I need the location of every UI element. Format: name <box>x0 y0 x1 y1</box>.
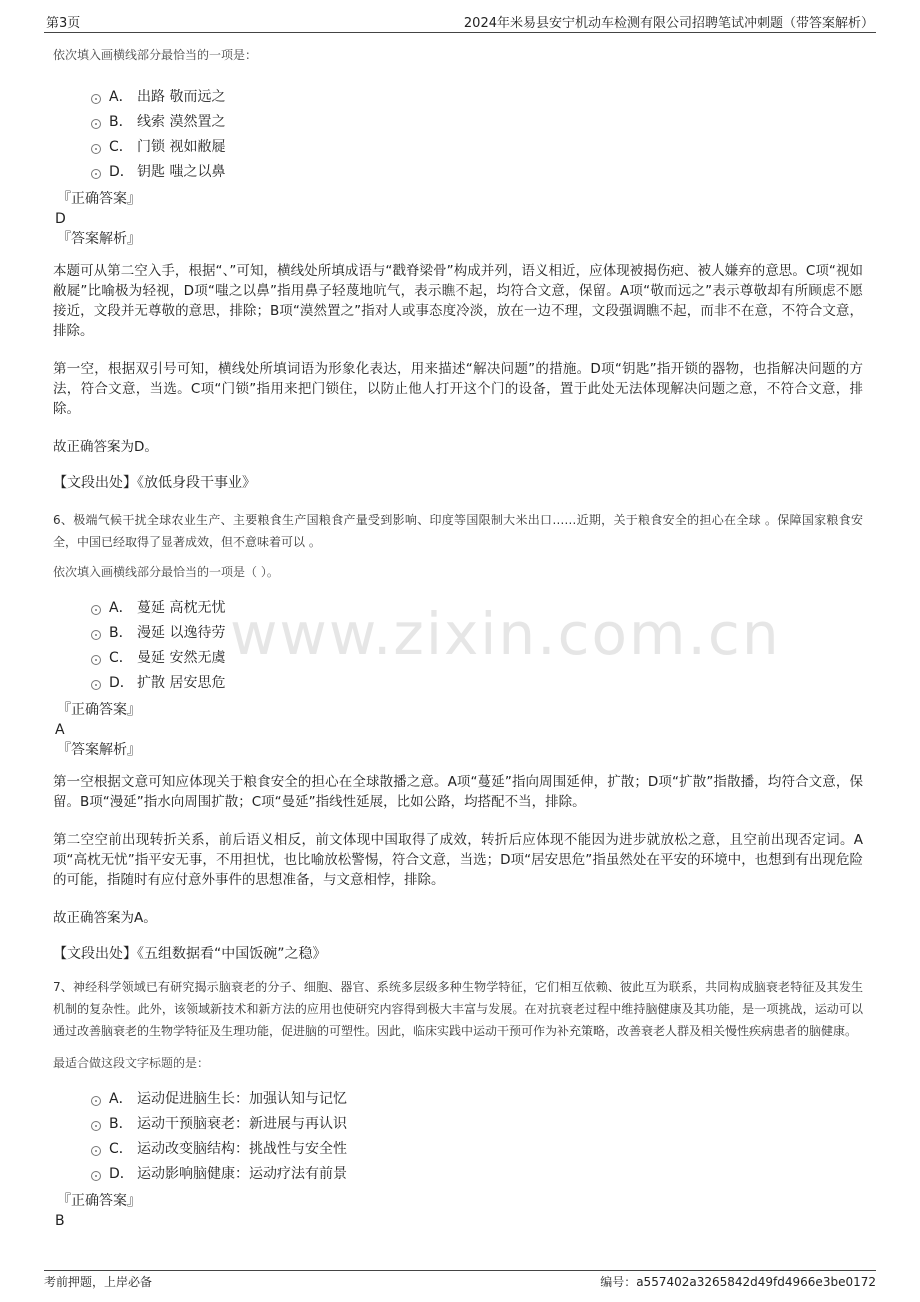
q6-option-b[interactable]: B． 漫延 以逸待劳 <box>91 621 863 646</box>
q5-answer: D <box>55 211 66 227</box>
q5-analysis-para-3: 故正确答案为D。 <box>53 439 158 455</box>
q7-prompt: 最适合做这段文字标题的是： <box>53 1056 210 1070</box>
page-number: 第3页 <box>46 16 81 31</box>
q6-option-c[interactable]: C． 曼延 安然无虞 <box>91 646 863 671</box>
radio-icon[interactable] <box>91 144 101 154</box>
q7-question-text: 7、神经科学领域已有研究揭示脑衰老的分子、细胞、器官、系统多层级多种生物学特征，它们相互依赖、彼此互为联系，共同构成脑衰老特征及其发生机制的复杂性。此外，该领域新技术和新方法的应用也使研究内容得到极大丰富与发展。在对抗衰老过程中维持脑健康及其功能，是一项挑战，运动可以通过改善脑衰老的生物学特征及生理功能，促进脑的可塑性。因此，临床实践中运动干预可作为补充策略，改善衰老人群及相关慢性疾病患者的脑健康。 <box>53 980 863 1038</box>
q7-option-b[interactable]: B． 运动干预脑衰老：新进展与再认识 <box>91 1112 863 1137</box>
q6-prompt: 依次填入画横线部分最恰当的一项是（ ）。 <box>53 565 279 579</box>
q5-answer-label: 『正确答案』 <box>57 191 141 207</box>
radio-icon[interactable] <box>91 1171 101 1181</box>
watermark-text: www.zixin.com.cn <box>230 600 781 668</box>
q7-option-d[interactable]: D． 运动影响脑健康：运动疗法有前景 <box>91 1162 863 1187</box>
radio-icon[interactable] <box>91 119 101 129</box>
q5-source: 【文段出处】《放低身段干事业》 <box>53 475 256 491</box>
q6-answer-label: 『正确答案』 <box>57 702 141 718</box>
q6-analysis-label: 『答案解析』 <box>57 742 141 758</box>
q6-source: 【文段出处】《五组数据看“中国饭碗”之稳》 <box>53 946 327 962</box>
page-footer <box>44 1270 876 1295</box>
radio-icon[interactable] <box>91 680 101 690</box>
q6-analysis-para-3: 故正确答案为A。 <box>53 910 157 926</box>
q7-option-a[interactable]: A． 运动促进脑生长：加强认知与记忆 <box>91 1087 863 1112</box>
q5-analysis-para-2: 第一空，根据双引号可知，横线处所填词语为形象化表达，用来描述“解决问题”的措施。D项“钥匙”指开锁的器物，也指解决问题的方法，符合文意，当选。C项“门锁”指用来把门锁住，以防止他人打开这个门的设备，置于此处无法体现解决问题之意，不符合文意，排除。 <box>53 361 863 417</box>
footer-slogan: 考前押题，上岸必备 <box>44 1275 153 1289</box>
q6-analysis-para-2: 第二空空前出现转折关系，前后语义相反，前文体现中国取得了成效，转折后应体现不能因为进步就放松之意，且空前出现否定词。A项“高枕无忧”指平安无事，不用担忧，也比喻放松警惕，符合文意，当选；D项“居安思危”指虽然处在平安的环境中，也想到有出现危险的可能，指随时有应付意外事件的思想准备，与文意相悖，排除。 <box>53 832 863 888</box>
q5-option-b[interactable]: B． 线索 漠然置之 <box>91 110 863 135</box>
radio-icon[interactable] <box>91 630 101 640</box>
footer-serial: 编号：a557402a3265842d49fd4966e3be0172 <box>600 1275 876 1289</box>
radio-icon[interactable] <box>91 169 101 179</box>
radio-icon[interactable] <box>91 94 101 104</box>
page-header <box>44 10 876 33</box>
q5-option-a[interactable]: A． 出路 敬而远之 <box>91 85 863 110</box>
q5-analysis-label: 『答案解析』 <box>57 231 141 247</box>
q7-answer-label: 『正确答案』 <box>57 1193 141 1209</box>
q6-answer: A <box>55 722 65 738</box>
q6-options <box>91 596 863 696</box>
q6-analysis-para-1: 第一空根据文意可知应体现关于粮食安全的担心在全球散播之意。A项“蔓延”指向周围延伸，扩散；D项“扩散”指散播，均符合文意，保留。B项“漫延”指水向周围扩散；C项“曼延”指线性延展，比如公路，均搭配不当，排除。 <box>53 774 863 810</box>
q5-option-d[interactable]: D． 钥匙 嗤之以鼻 <box>91 160 863 185</box>
radio-icon[interactable] <box>91 1096 101 1106</box>
q7-option-c[interactable]: C． 运动改变脑结构：挑战性与安全性 <box>91 1137 863 1162</box>
document-title: 2024年米易县安宁机动车检测有限公司招聘笔试冲刺题（带答案解析） <box>463 16 874 31</box>
q7-answer: B <box>55 1213 65 1229</box>
q6-option-d[interactable]: D． 扩散 居安思危 <box>91 671 863 696</box>
q5-options <box>91 85 863 185</box>
radio-icon[interactable] <box>91 1146 101 1156</box>
q5-option-c[interactable]: C． 门锁 视如敝屣 <box>91 135 863 160</box>
radio-icon[interactable] <box>91 655 101 665</box>
radio-icon[interactable] <box>91 1121 101 1131</box>
q6-question-text: 6、极端气候干扰全球农业生产、主要粮食生产国粮食产量受到影响、印度等国限制大米出口……近期，关于粮食安全的担心在全球 。保障国家粮食安全，中国已经取得了显著成效，但不意味着可以 。 <box>53 513 863 549</box>
page-content <box>53 40 863 1231</box>
q7-options <box>91 1087 863 1187</box>
q5-analysis-para-1: 本题可从第二空入手，根据“、”可知，横线处所填成语与“戳脊梁骨”构成并列，语义相近，应体现被揭伤疤、被人嫌弃的意思。C项“视如敝屣”比喻极为轻视，D项“嗤之以鼻”指用鼻子轻蔑地吭气，表示瞧不起，均符合文意，保留。A项“敬而远之”表示尊敬却有所顾虑不愿接近，文段并无尊敬的意思，排除；B项“漠然置之”指对人或事态度冷淡，放在一边不理，文段强调瞧不起，而非不在意，不符合文意，排除。 <box>53 263 863 339</box>
radio-icon[interactable] <box>91 605 101 615</box>
q5-prompt: 依次填入画横线部分最恰当的一项是： <box>53 48 258 62</box>
q6-option-a[interactable]: A． 蔓延 高枕无忧 <box>91 596 863 621</box>
